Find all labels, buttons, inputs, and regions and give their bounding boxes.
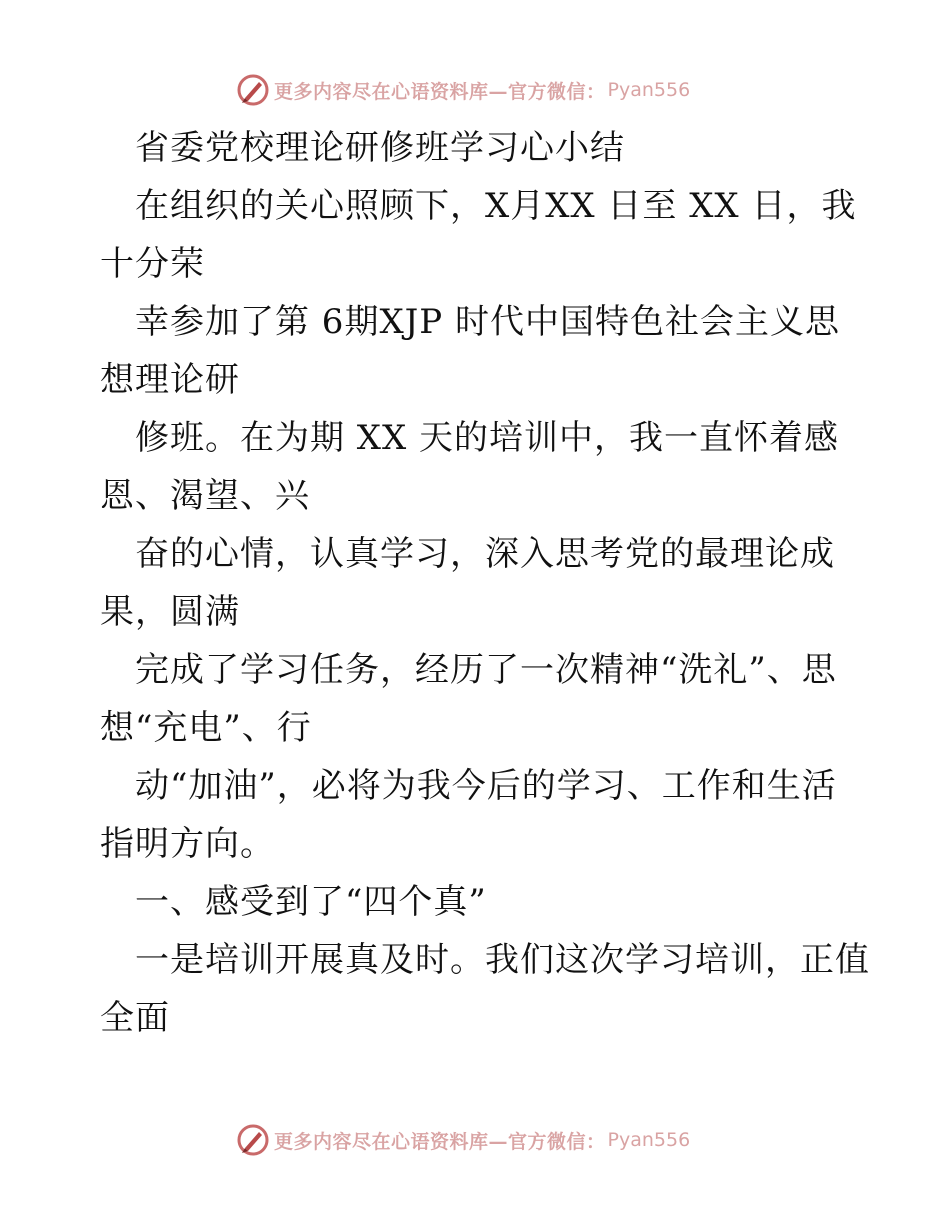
watermark-handle: Pyan556 (607, 1129, 691, 1151)
paragraph-line: 想“充电”、行 (100, 708, 312, 748)
pen-logo-icon (236, 1123, 270, 1157)
paragraph-line: 想理论研 (100, 360, 240, 400)
document-title: 省委党校理论研修班学习心小结 (135, 128, 625, 168)
paragraph-line: 一是培训开展真及时。我们这次学习培训，正值 (135, 940, 870, 980)
paragraph-line: 十分荣 (100, 244, 205, 284)
footer-watermark (236, 1122, 690, 1158)
paragraph-line: 奋的心情，认真学习，深入思考党的最理论成 (135, 534, 835, 574)
paragraph-line: 在组织的关心照顾下，X月XX 日至 XX 日，我 (135, 186, 857, 226)
paragraph-line: 修班。在为期 XX 天的培训中，我一直怀着感 (135, 418, 840, 458)
paragraph-line: 动“加油”，必将为我今后的学习、工作和生活 (135, 766, 837, 806)
paragraph-line: 果，圆满 (100, 592, 240, 632)
paragraph-line: 全面 (100, 998, 170, 1038)
watermark-text: 更多内容尽在心语资料库—官方微信： (274, 1130, 606, 1153)
paragraph-line: 指明方向。 (100, 824, 275, 864)
section-heading: 一、感受到了“四个真” (135, 882, 487, 922)
watermark-text: 更多内容尽在心语资料库—官方微信： (274, 80, 606, 103)
watermark-handle: Pyan556 (607, 79, 691, 101)
paragraph-line: 完成了学习任务，经历了一次精神“洗礼”、思 (135, 650, 837, 690)
paragraph-line: 幸参加了第 6期XJP 时代中国特色社会主义思 (135, 302, 840, 342)
paragraph-line: 恩、渴望、兴 (100, 476, 310, 516)
